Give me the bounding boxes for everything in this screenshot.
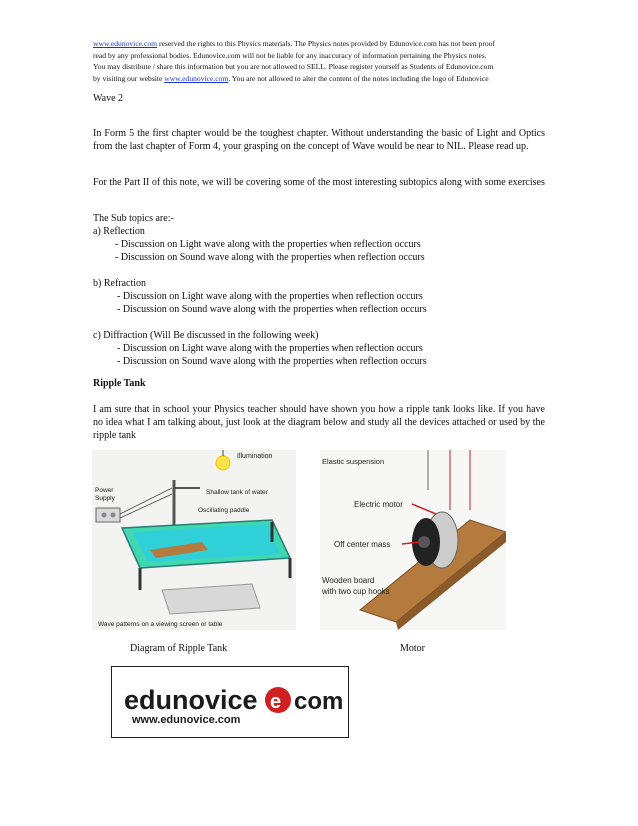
diffraction-label: c) Diffraction (Will Be discussed in the following week) xyxy=(93,330,319,341)
logo-suffix: com xyxy=(294,688,344,715)
copyright-notice xyxy=(93,38,545,84)
bulb-icon xyxy=(216,456,230,470)
website-link-2[interactable]: www.edunovice.com xyxy=(164,73,229,83)
ripple-tank-diagram xyxy=(92,450,296,630)
notice-line4b: . You are not allowed to alter the content of the notes including the logo of Edunovice xyxy=(228,73,489,83)
notice-line2: read by any professional bodies. Edunovice.com will not be liable for any inaccuracy of information pertaining the Physics notes. xyxy=(93,50,487,60)
subtopics-heading: The Sub topics are:- xyxy=(93,213,174,224)
intro-paragraph: In Form 5 the first chapter would be the toughest chapter. Without understanding the basic of Light and Optics from the last chapter of Form 4, your grasping on the concept of Wave would be near to NIL. Please read up. xyxy=(93,128,545,152)
ripple-tank-heading: Ripple Tank xyxy=(93,378,146,389)
wooden-board-label: Wooden board with two cup hooks xyxy=(322,576,390,596)
page-title: Wave 2 xyxy=(93,93,124,104)
diffraction-item-1: - Discussion on Light wave along with the properties when reflection occurs xyxy=(117,343,423,354)
logo-wordmark: edunovice xyxy=(124,685,258,715)
motor-caption: Motor xyxy=(400,643,425,654)
shallow-tank-label: Shallow tank of water xyxy=(206,489,268,496)
off-center-mass-label: Off center mass xyxy=(334,540,391,549)
notice-line4a: by visiting our website xyxy=(93,73,165,83)
electric-motor-label: Electric motor xyxy=(354,500,403,509)
power-supply-label: Power Supply xyxy=(95,487,115,502)
notice-line1: reserved the rights to this Physics materials. The Physics notes provided by Edunovice.com has not been proof xyxy=(157,39,495,48)
wave-patterns-label: Wave patterns on a viewing screen or table xyxy=(98,621,223,628)
diffraction-item-2: - Discussion on Sound wave along with the properties when reflection occurs xyxy=(117,356,427,367)
ripple-tank-paragraph: I am sure that in school your Physics teacher should have shown you how a ripple tank looks like. If you have no idea what I am talking about, just look at the diagram below and study all the devices attached or used by the ripple tank xyxy=(93,404,545,441)
power-supply-icon xyxy=(96,508,120,522)
website-link[interactable]: www.edunovice.com xyxy=(93,39,158,48)
reflection-label: a) Reflection xyxy=(93,226,145,237)
refraction-item-2: - Discussion on Sound wave along with the properties when reflection occurs xyxy=(117,304,427,315)
refraction-item-1: - Discussion on Light wave along with the properties when reflection occurs xyxy=(117,291,423,302)
elastic-suspension-label: Elastic suspension xyxy=(322,457,385,466)
logo-url: www.edunovice.com xyxy=(132,714,241,726)
edunovice-logo xyxy=(111,666,349,738)
reflection-item-1: - Discussion on Light wave along with the properties when reflection occurs xyxy=(115,239,421,250)
part2-paragraph: For the Part II of this note, we will be covering some of the most interesting subtopics along with some exercises xyxy=(93,177,545,188)
reflection-item-2: - Discussion on Sound wave along with the properties when reflection occurs xyxy=(115,252,425,263)
notice-line3: You may distribute / share this information but you are not allowed to SELL. Please register yourself as Students of Edunovice.com xyxy=(93,62,494,71)
refraction-label: b) Refraction xyxy=(93,278,147,289)
svg-text:e: e xyxy=(270,691,282,713)
motor-diagram xyxy=(320,450,506,630)
subtopics-list xyxy=(93,212,545,368)
illumination-label: Illumination xyxy=(237,453,273,460)
paddle-label: Oscillating paddle xyxy=(198,507,250,514)
ripple-tank-caption: Diagram of Ripple Tank xyxy=(130,643,228,654)
